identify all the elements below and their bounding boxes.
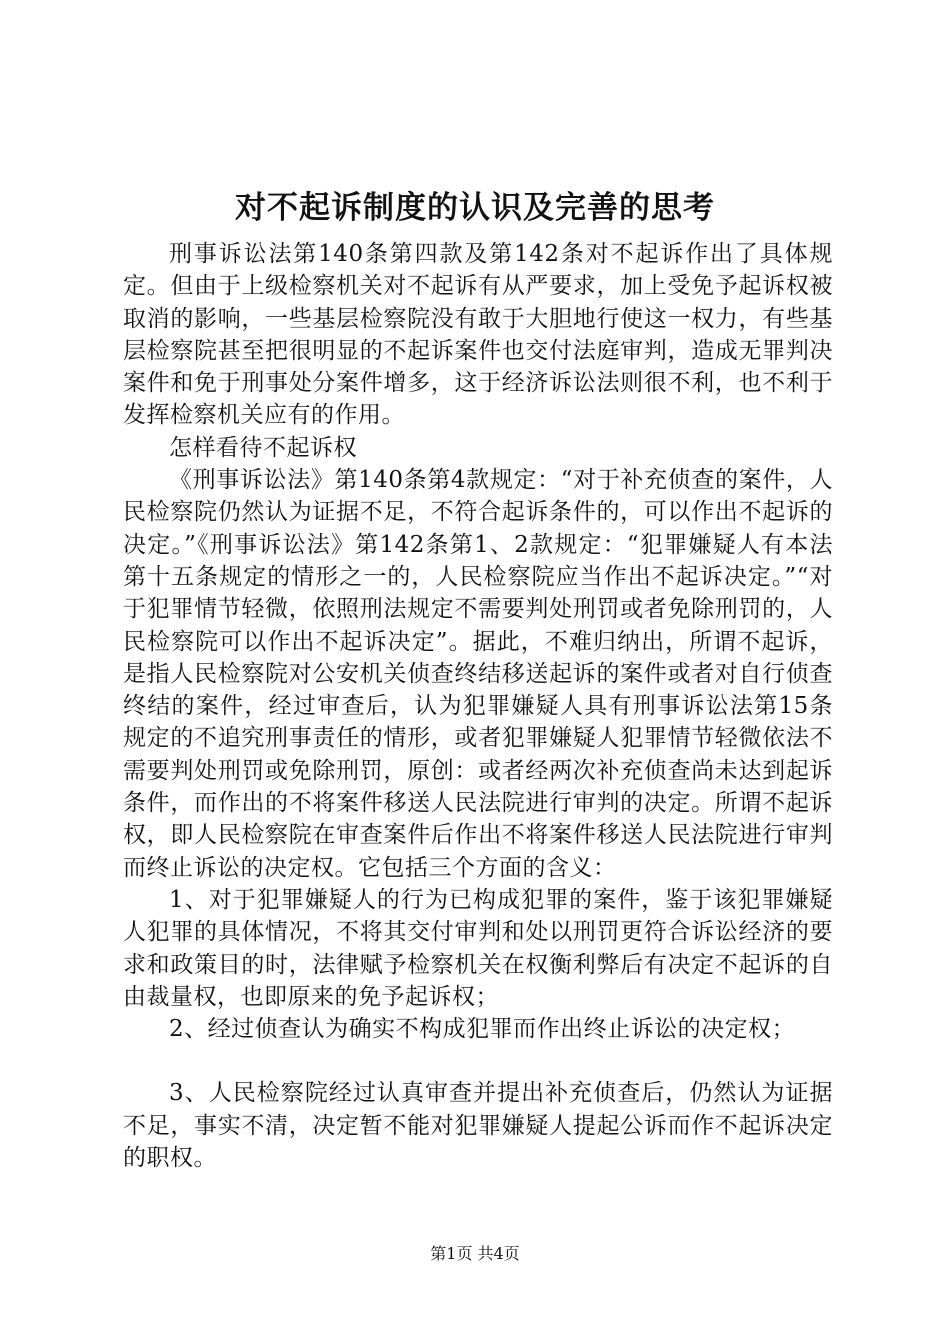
document-title: 对不起诉制度的认识及完善的思考 — [235, 190, 715, 226]
list-item-3: 3、人民检察院经过认真审查并提出补充侦查后，仍然认为证据不足，事实不清，决定暂不能对犯罪嫌疑人提起公诉而作不起诉决定的职权。 — [123, 1080, 833, 1172]
document-body — [123, 238, 833, 1174]
paragraph-definition: 《刑事诉讼法》第140条第4款规定：“对于补充侦查的案件，人民检察院仍然认为证据不足，不符合起诉条件的，可以作出不起诉的决定。”《刑事诉讼法》第142条第1、2款规定：“犯罪嫌疑人有本法第十五条规定的情形之一的，人民检察院应当作出不起诉决定。”“对于犯罪情节轻微，依照刑法规定不需要判处刑罚或者免除刑罚的，人民检察院可以作出不起诉决定”。据此，不难归纳出，所谓不起诉，是指人民检察院对公安机关侦查终结移送起诉的案件或者对自行侦查终结的案件，经过审查后，认为犯罪嫌疑人具有刑事诉讼法第15条规定的不追究刑事责任的情形，或者犯罪嫌疑人犯罪情节轻微依法不需要判处刑罚或免除刑罚，原创：或者经两次补充侦查尚未达到起诉条件，而作出的不将案件移送人民法院进行审判的决定。所谓不起诉权，即人民检察院在审查案件后作出不将案件移送人民法院进行审判而终止诉讼的决定权。它包括三个方面的含义： — [123, 467, 833, 881]
paragraph-intro: 刑事诉讼法第140条第四款及第142条对不起诉作出了具体规定。但由于上级检察机关对不起诉有从严要求，加上受免予起诉权被取消的影响，一些基层检察院没有敢于大胆地行使这一权力，有些基层检察院甚至把很明显的不起诉案件也交付法庭审判，造成无罪判决案件和免于刑事处分案件增多，这于经济诉讼法则很不利，也不利于发挥检察机关应有的作用。 — [123, 241, 833, 429]
section-heading: 怎样看待不起诉权 — [169, 434, 357, 461]
list-item-2: 2、经过侦查认为确实不构成犯罪而作出终止诉讼的决定权； — [169, 1016, 796, 1043]
list-item-1: 1、对于犯罪嫌疑人的行为已构成犯罪的案件，鉴于该犯罪嫌疑人犯罪的具体情况，不将其交付审判和处以刑罚更符合诉讼经济的要求和政策目的时，法律赋予检察机关在权衡利弊后有决定不起诉的自由裁量权，也即原来的免予起诉权； — [123, 886, 833, 1010]
page-number-footer: 第1页 共4页 — [430, 1244, 520, 1263]
